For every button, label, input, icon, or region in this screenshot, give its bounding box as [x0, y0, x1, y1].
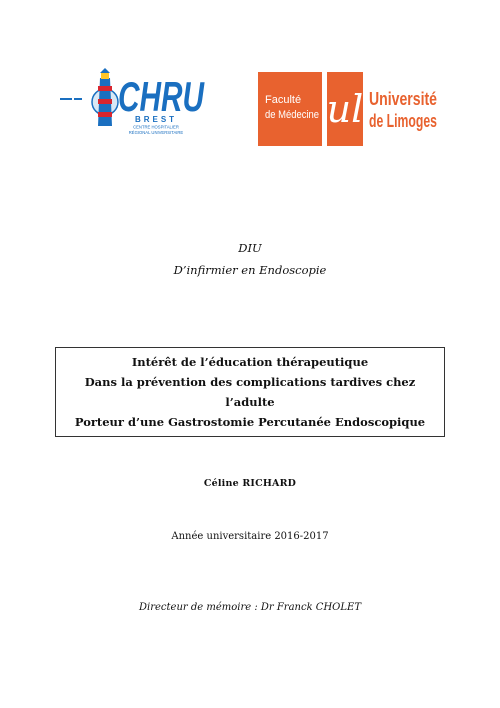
faculty-line-2: de Médecine	[265, 109, 319, 121]
university-line-2: de Limoges	[369, 111, 437, 131]
chru-sub-text-2: RÉGIONAL UNIVERSITAIRE	[128, 130, 184, 135]
thesis-title-line-4: Porteur d’une Gastrostomie Percutanée Endoscopique	[74, 415, 426, 429]
university-line-1: Université	[369, 89, 437, 109]
thesis-director: Directeur de mémoire : Dr Franck CHOLET	[139, 602, 361, 613]
faculty-line-1: Faculté	[265, 94, 302, 106]
program-subtitle: D’infirmier en Endoscopie	[173, 263, 327, 277]
chru-wordmark: CHRU	[118, 73, 206, 120]
chru-brest-text: BREST	[134, 115, 178, 124]
author-name: Céline RICHARD	[203, 478, 297, 489]
thesis-title-line-3: l’adulte	[225, 395, 275, 409]
universite-limoges-logo	[258, 72, 438, 146]
thesis-title-line-1: Intérêt de l’éducation thérapeutique	[131, 355, 369, 369]
chru-sub-text-1: CENTRE HOSPITALIER	[133, 124, 179, 130]
thesis-title-line-2: Dans la prévention des complications tardives chez	[84, 375, 416, 389]
chru-brest-logo	[58, 66, 208, 138]
thesis-title-box	[55, 347, 445, 437]
academic-year: Année universitaire 2016-2017	[171, 531, 329, 542]
program-name: DIU	[238, 241, 262, 255]
ul-mark: ul	[326, 87, 364, 131]
